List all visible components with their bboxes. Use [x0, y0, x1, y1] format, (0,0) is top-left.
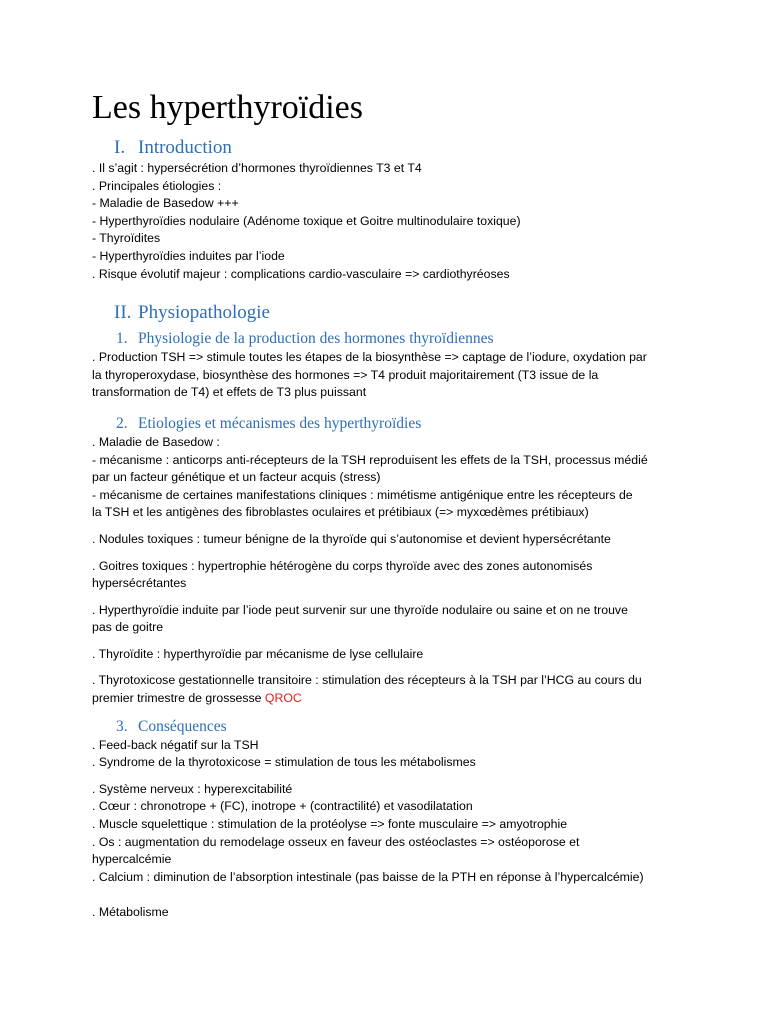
section-introduction-heading — [114, 136, 682, 160]
paragraph-line: . Calcium : diminution de l’absorption intestinale (pas baisse de la PTH en réponse à l’hypercalcémie) — [92, 869, 644, 884]
paragraph-line: . Maladie de Basedow : — [92, 434, 220, 449]
document-page — [92, 86, 682, 922]
section-physiopathologie-heading — [114, 301, 682, 325]
section-number: I. — [114, 137, 126, 158]
section-number: II. — [114, 302, 132, 324]
paragraph-line: pas de goitre — [92, 620, 164, 635]
paragraph-text: premier trimestre de grossesse — [92, 691, 265, 706]
paragraph-line: - mécanisme : anticorps anti-récepteurs de la TSH reproduisent les effets de la TSH, processus médié — [92, 452, 648, 467]
subsection-number: 3. — [116, 717, 128, 735]
paragraph-line: . Goitres toxiques : hypertrophie hétérogène du corps thyroïde avec des zones autonomisés — [92, 558, 593, 573]
paragraph-line: . Production TSH => stimule toutes les étapes de la biosynthèse => captage de l’iodure, oxydation par — [92, 350, 647, 365]
subsection-etiologies-heading — [116, 414, 682, 434]
subsection-title: Conséquences — [138, 717, 227, 735]
paragraph-line: . Muscle squelettique : stimulation de la protéolyse => fonte musculaire => amyotrophie — [92, 817, 568, 832]
list-item: - Hyperthyroïdies nodulaire (Adénome toxique et Goitre multinodulaire toxique) — [92, 213, 521, 228]
paragraph-line: . Cœur : chronotrope + (FC), inotrope + (contractilité) et vasodilatation — [92, 799, 473, 814]
paragraph-line: . Système nerveux : hyperexcitabilité — [92, 781, 293, 796]
paragraph-line: - mécanisme de certaines manifestations cliniques : mimétisme antigénique entre les récepteurs de — [92, 487, 633, 502]
paragraph-line: par un facteur génétique et un facteur acquis (stress) — [92, 470, 381, 485]
subsection-title: Physiologie de la production des hormones thyroïdiennes — [138, 330, 494, 348]
list-item: - Hyperthyroïdies induites par l’iode — [92, 248, 285, 263]
paragraph-line: . Thyroïdite : hyperthyroïdie par mécanisme de lyse cellulaire — [92, 646, 424, 661]
paragraph-line: . Hyperthyroïdie induite par l’iode peut survenir sur une thyroïde nodulaire ou saine et on ne trouve — [92, 602, 628, 617]
subsection-number: 2. — [116, 414, 128, 432]
paragraph-line: . Principales étiologies : — [92, 178, 222, 193]
paragraph-line: . Thyrotoxicose gestationnelle transitoire : stimulation des récepteurs à la TSH par l’HCG au cours du — [92, 673, 642, 688]
subsection-consequences-heading — [116, 717, 682, 737]
paragraph-line: transformation de T4) et effets de T3 plus puissant — [92, 385, 367, 400]
paragraph-line: . Os : augmentation du remodelage osseux en faveur des ostéoclastes => ostéoporose et — [92, 834, 580, 849]
section-title: Introduction — [138, 137, 232, 158]
qroc-tag: QROC — [264, 691, 302, 706]
subsection-number: 1. — [116, 330, 128, 348]
subsection-physiologie-heading — [116, 329, 682, 349]
paragraph-line: la TSH et les antigènes des fibroblastes oculaires et prétibiaux (=> myxœdèmes prétibiaux) — [92, 505, 589, 520]
paragraph-line: . Nodules toxiques : tumeur bénigne de la thyroïde qui s’autonomise et devient hypersécrétante — [92, 531, 611, 546]
paragraph-line: . Il s’agit : hypersécrétion d’hormones thyroïdiennes T3 et T4 — [92, 161, 422, 175]
paragraph-line: hypersécrétantes — [92, 576, 187, 591]
paragraph-line — [92, 690, 682, 708]
list-item: - Thyroïdites — [92, 231, 161, 246]
document-title: Les hyperthyroïdies — [92, 89, 363, 126]
subsection-title: Etiologies et mécanismes des hyperthyroïdies — [138, 414, 422, 432]
paragraph-line: la thyroperoxydase, biosynthèse des hormones => T4 produit majoritairement (T3 issue de la — [92, 367, 599, 382]
paragraph-line: hypercalcémie — [92, 852, 172, 867]
list-item: - Maladie de Basedow +++ — [92, 196, 239, 211]
paragraph-line: . Syndrome de la thyrotoxicose = stimulation de tous les métabolismes — [92, 755, 476, 770]
paragraph-line: . Métabolisme — [92, 905, 169, 920]
paragraph-line: . Risque évolutif majeur : complications cardio-vasculaire => cardiothyréoses — [92, 266, 510, 281]
paragraph-line: . Feed-back négatif sur la TSH — [92, 737, 259, 752]
section-title: Physiopathologie — [138, 302, 270, 324]
